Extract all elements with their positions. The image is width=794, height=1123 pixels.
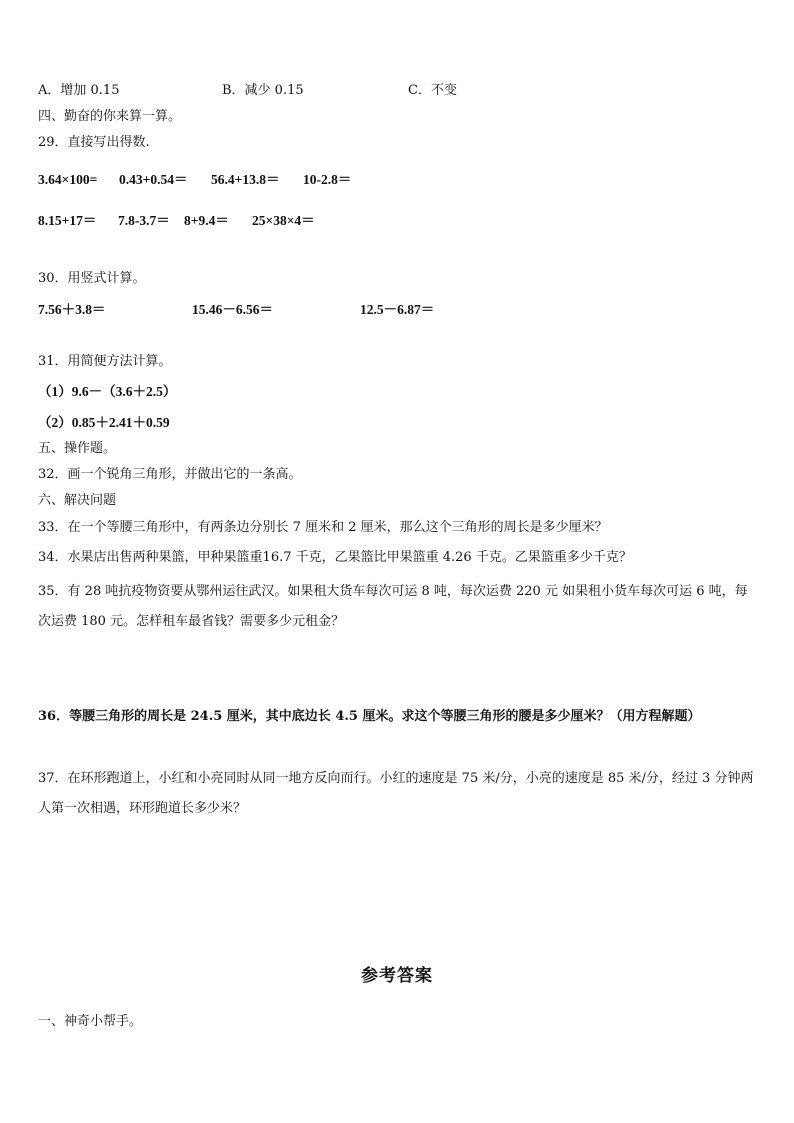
option-b: B．减少 0.15	[222, 83, 304, 98]
q31-item1: （1）9.6－（3.6＋2.5）	[38, 384, 177, 399]
answers-section1: 一、神奇小帮手。	[38, 1014, 143, 1029]
q29-r2-item3: 8+9.4＝	[184, 213, 229, 228]
q30-label: 30．用竖式计算。	[38, 271, 146, 286]
q30-item1: 7.56＋3.8＝	[38, 302, 106, 317]
q37: 37．在环形跑道上，小红和小亮同时从同一地方反向而行。小红的速度是 75 米/分，小亮的速度是 85 米/分，经过 3 分钟两人第一次相遇，环形跑道长多少米？	[38, 771, 754, 816]
q30-item2: 15.46－6.56＝	[192, 302, 273, 317]
q36: 36．等腰三角形的周长是 24.5 厘米，其中底边长 4.5 厘米。求这个等腰三角形的腰是多少厘米？（用方程解题）	[38, 709, 701, 724]
q29-r1-item1: 3.64×100=	[38, 172, 98, 187]
q34: 34．水果店出售两种果篮，甲种果篮重16.7 千克，乙果篮比甲果篮重 4.26 千克。乙果篮重多少千克？	[38, 550, 632, 565]
q29-r2-item2: 7.8-3.7＝	[118, 213, 170, 228]
q35: 35．有 28 吨抗疫物资要从鄂州运往武汉。如果租大货车每次可运 8 吨，每次运费 220 元 如果租小货车每次可运 6 吨，每次运费 180 元。怎样租车最省钱？需要多少元租金？	[38, 584, 748, 629]
q32: 32．画一个锐角三角形，并做出它的一条高。	[38, 467, 302, 482]
q31-item2: （2）0.85＋2.41＋0.59	[38, 415, 170, 430]
q31-label: 31．用简便方法计算。	[38, 354, 172, 369]
q30-item3: 12.5－6.87＝	[360, 302, 435, 317]
q29-r1-item3: 56.4+13.8＝	[211, 172, 280, 187]
q29-r2-item1: 8.15+17＝	[38, 213, 97, 228]
q29-r1-item2: 0.43+0.54＝	[119, 172, 188, 187]
answers-title: 参考答案	[361, 966, 433, 986]
option-c: C．不变	[408, 83, 457, 98]
q29-r1-item4: 10-2.8＝	[303, 172, 352, 187]
option-a: A．增加 0.15	[38, 83, 120, 98]
section5-heading: 五、操作题。	[38, 441, 117, 456]
section6-heading: 六、解决问题	[38, 493, 117, 508]
q33: 33．在一个等腰三角形中，有两条边分别长 7 厘米和 2 厘米，那么这个三角形的周长是多少厘米？	[38, 520, 608, 535]
q29-r2-item4: 25×38×4＝	[252, 213, 315, 228]
section4-heading: 四、勤奋的你来算一算。	[38, 109, 182, 124]
q29-label: 29．直接写出得数.	[38, 135, 150, 150]
